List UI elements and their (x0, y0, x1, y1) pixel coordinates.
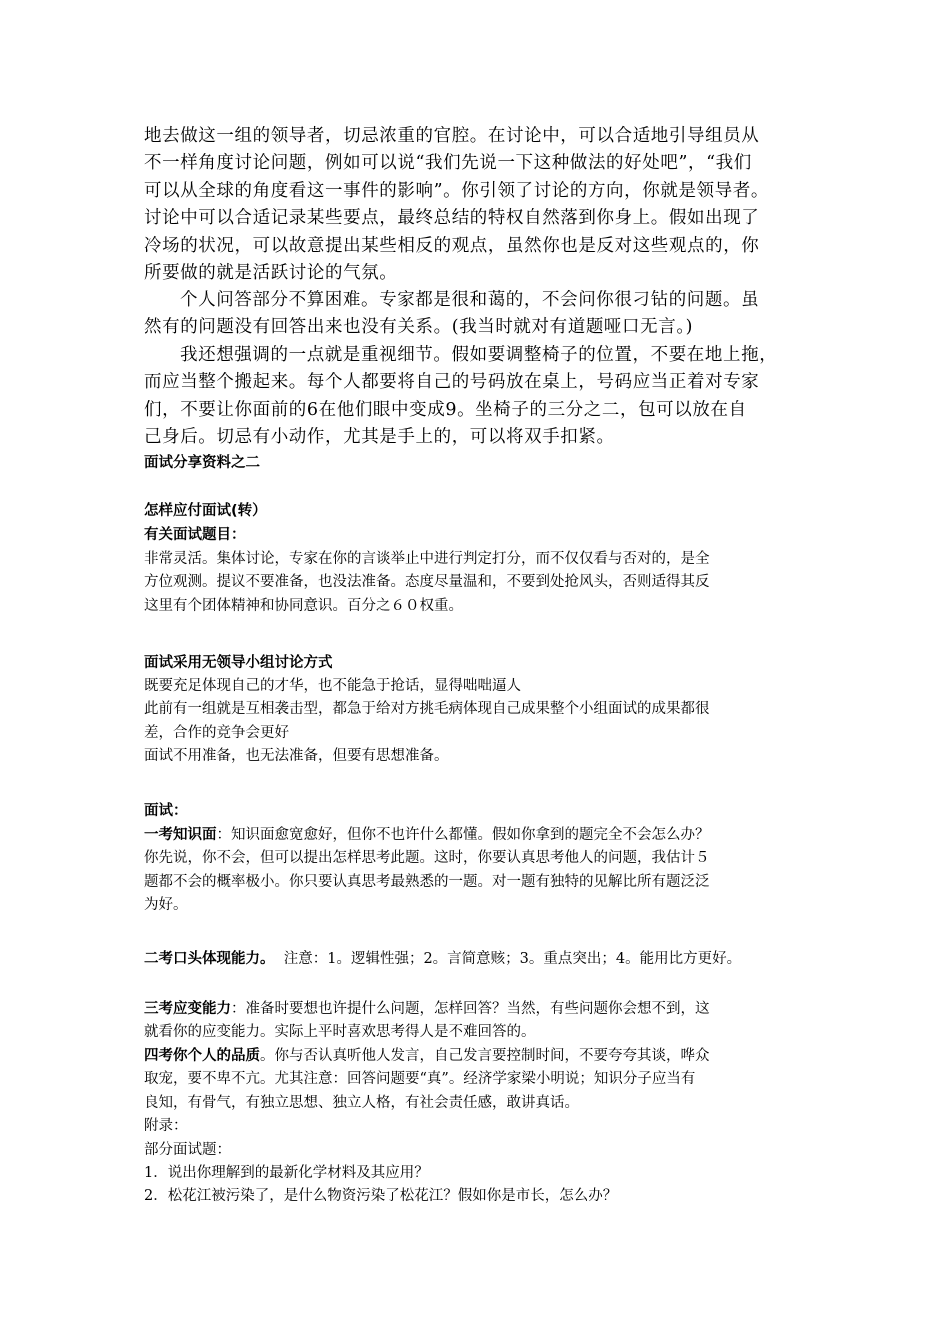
subsection-title: 面试： (144, 803, 188, 819)
item-text: ：准备时要想也许提什么问题，怎样回答？当然，有些问题你会想不到，这 (231, 1001, 710, 1017)
section-title: 面试分享资料之二 (144, 455, 260, 471)
quality-paragraph (144, 1045, 824, 1209)
text-line: 己身后。切忌有小动作，尤其是手上的，可以将双手扣紧。 (144, 427, 615, 448)
text-line: 既要充足体现自己的才华，也不能急于抢话，显得咄咄逼人 (144, 678, 521, 694)
text-line (144, 998, 824, 1021)
text-line: 此前有一组就是互相袭击型，都急于给对方挑毛病体现自己成果整个小组面试的成果都很 (144, 701, 710, 718)
text-line (144, 948, 824, 971)
knowledge-paragraph (144, 824, 824, 918)
appendix-label: 附录： (144, 1118, 188, 1135)
text-line: 而应当整个搬起来。每个人都要将自己的号码放在桌上，号码应当正着对专家 (144, 372, 760, 393)
text-line (144, 1045, 824, 1068)
adaptability-paragraph (144, 998, 824, 1045)
text-line: 方位观测。提议不要准备，也没法准备。态度尽量温和，不要到处抢风头，否则适得其反 (144, 574, 710, 591)
item-label: 三考应变能力 (144, 1001, 231, 1017)
item-text: 注意：1。逻辑性强；2。言简意赅；3。重点突出；4。能用比方更好。 (274, 951, 742, 967)
text-line: 冷场的状况，可以故意提出某些相反的观点，虽然你也是反对这些观点的，你 (144, 235, 760, 256)
text-line: 面试不用准备，也无法准备，但要有思想准备。 (144, 748, 449, 765)
item-text: ：知识面愈宽愈好，但你不也许什么都懂。假如你拿到的题完全不会怎么办？ (216, 827, 710, 843)
intro-paragraph-2 (144, 287, 824, 342)
text-line: 你先说，你不会，但可以提出怎样思考此题。这时，你要认真思考他人的问题，我估计５ (144, 850, 710, 867)
oral-paragraph (144, 948, 824, 971)
text-line: 讨论中可以合适记录某些要点，最终总结的特权自然落到你身上。假如出现了 (144, 208, 760, 229)
text-line: 地去做这一组的领导者，切忌浓重的官腔。在讨论中，可以合适地引导组员从 (144, 126, 760, 146)
item-label: 一考知识面 (144, 827, 217, 843)
article-title: 怎样应付面试(转） (144, 503, 267, 519)
text-line: 良知，有骨气，有独立思想、独立人格，有社会责任感，敢讲真话。 (144, 1094, 579, 1111)
text-line: 非常灵活。集体讨论，专家在你的言谈举止中进行判定打分，而不仅仅看与否对的，是全 (144, 551, 710, 567)
intro-paragraph-1 (144, 123, 824, 287)
subsection-title: 面试采用无领导小组讨论方式 (144, 655, 333, 671)
text-line: 所要做的就是活跃讨论的气氛。 (144, 263, 398, 284)
question-item: 2．松花江被污染了，是什么物资污染了松花江？假如你是市长，怎么办？ (144, 1188, 618, 1205)
text-line: 们，不要让你面前的6在他们眼中变成9。坐椅子的三分之二，包可以放在自 (144, 399, 747, 420)
item-label: 四考你个人的品质 (144, 1048, 260, 1064)
text-line (144, 824, 824, 847)
intro-paragraph-3 (144, 342, 824, 452)
text-line: 这里有个团体精神和协同意识。百分之６０权重。 (144, 597, 463, 614)
text-line: 不一样角度讨论问题，例如可以说“我们先说一下这种做法的好处吧”，“我们 (144, 153, 752, 174)
text-line: 然有的问题没有回答出来也没有关系。(我当时就对有道题哑口无言。) (144, 317, 694, 338)
group-paragraph (144, 675, 824, 769)
text-line: 为好。 (144, 897, 188, 914)
text-line: 可以从全球的角度看这一事件的影响”。你引领了讨论的方向，你就是领导者。 (144, 180, 769, 201)
item-label: 二考口头体现能力。 (144, 951, 275, 967)
text-line: 题都不会的概率极小。你只要认真思考最熟悉的一题。对一题有独特的见解比所有题泛泛 (144, 873, 710, 890)
questions-label: 部分面试题： (144, 1141, 231, 1158)
subsection-title: 有关面试题目： (144, 527, 246, 543)
text-line: 取宠，要不卑不亢。尤其注意：回答问题要“真”。经济学家梁小明说；知识分子应当有 (144, 1071, 696, 1088)
text-line: 差，合作的竞争会更好 (144, 724, 289, 741)
item-text: 。你与否认真听他人发言，自己发言要控制时间，不要夸夸其谈，哗众 (260, 1048, 710, 1064)
question-item: 1．说出你理解到的最新化学材料及其应用？ (144, 1165, 429, 1182)
how-to-paragraph (144, 548, 824, 618)
text-line: 我还想强调的一点就是重视细节。假如要调整椅子的位置，不要在地上拖， (180, 345, 778, 365)
text-line: 就看你的应变能力。实际上平时喜欢思考得人是不难回答的。 (144, 1024, 536, 1041)
text-line: 个人问答部分不算困难。专家都是很和蔼的，不会问你很刁钻的问题。虽 (180, 290, 760, 310)
